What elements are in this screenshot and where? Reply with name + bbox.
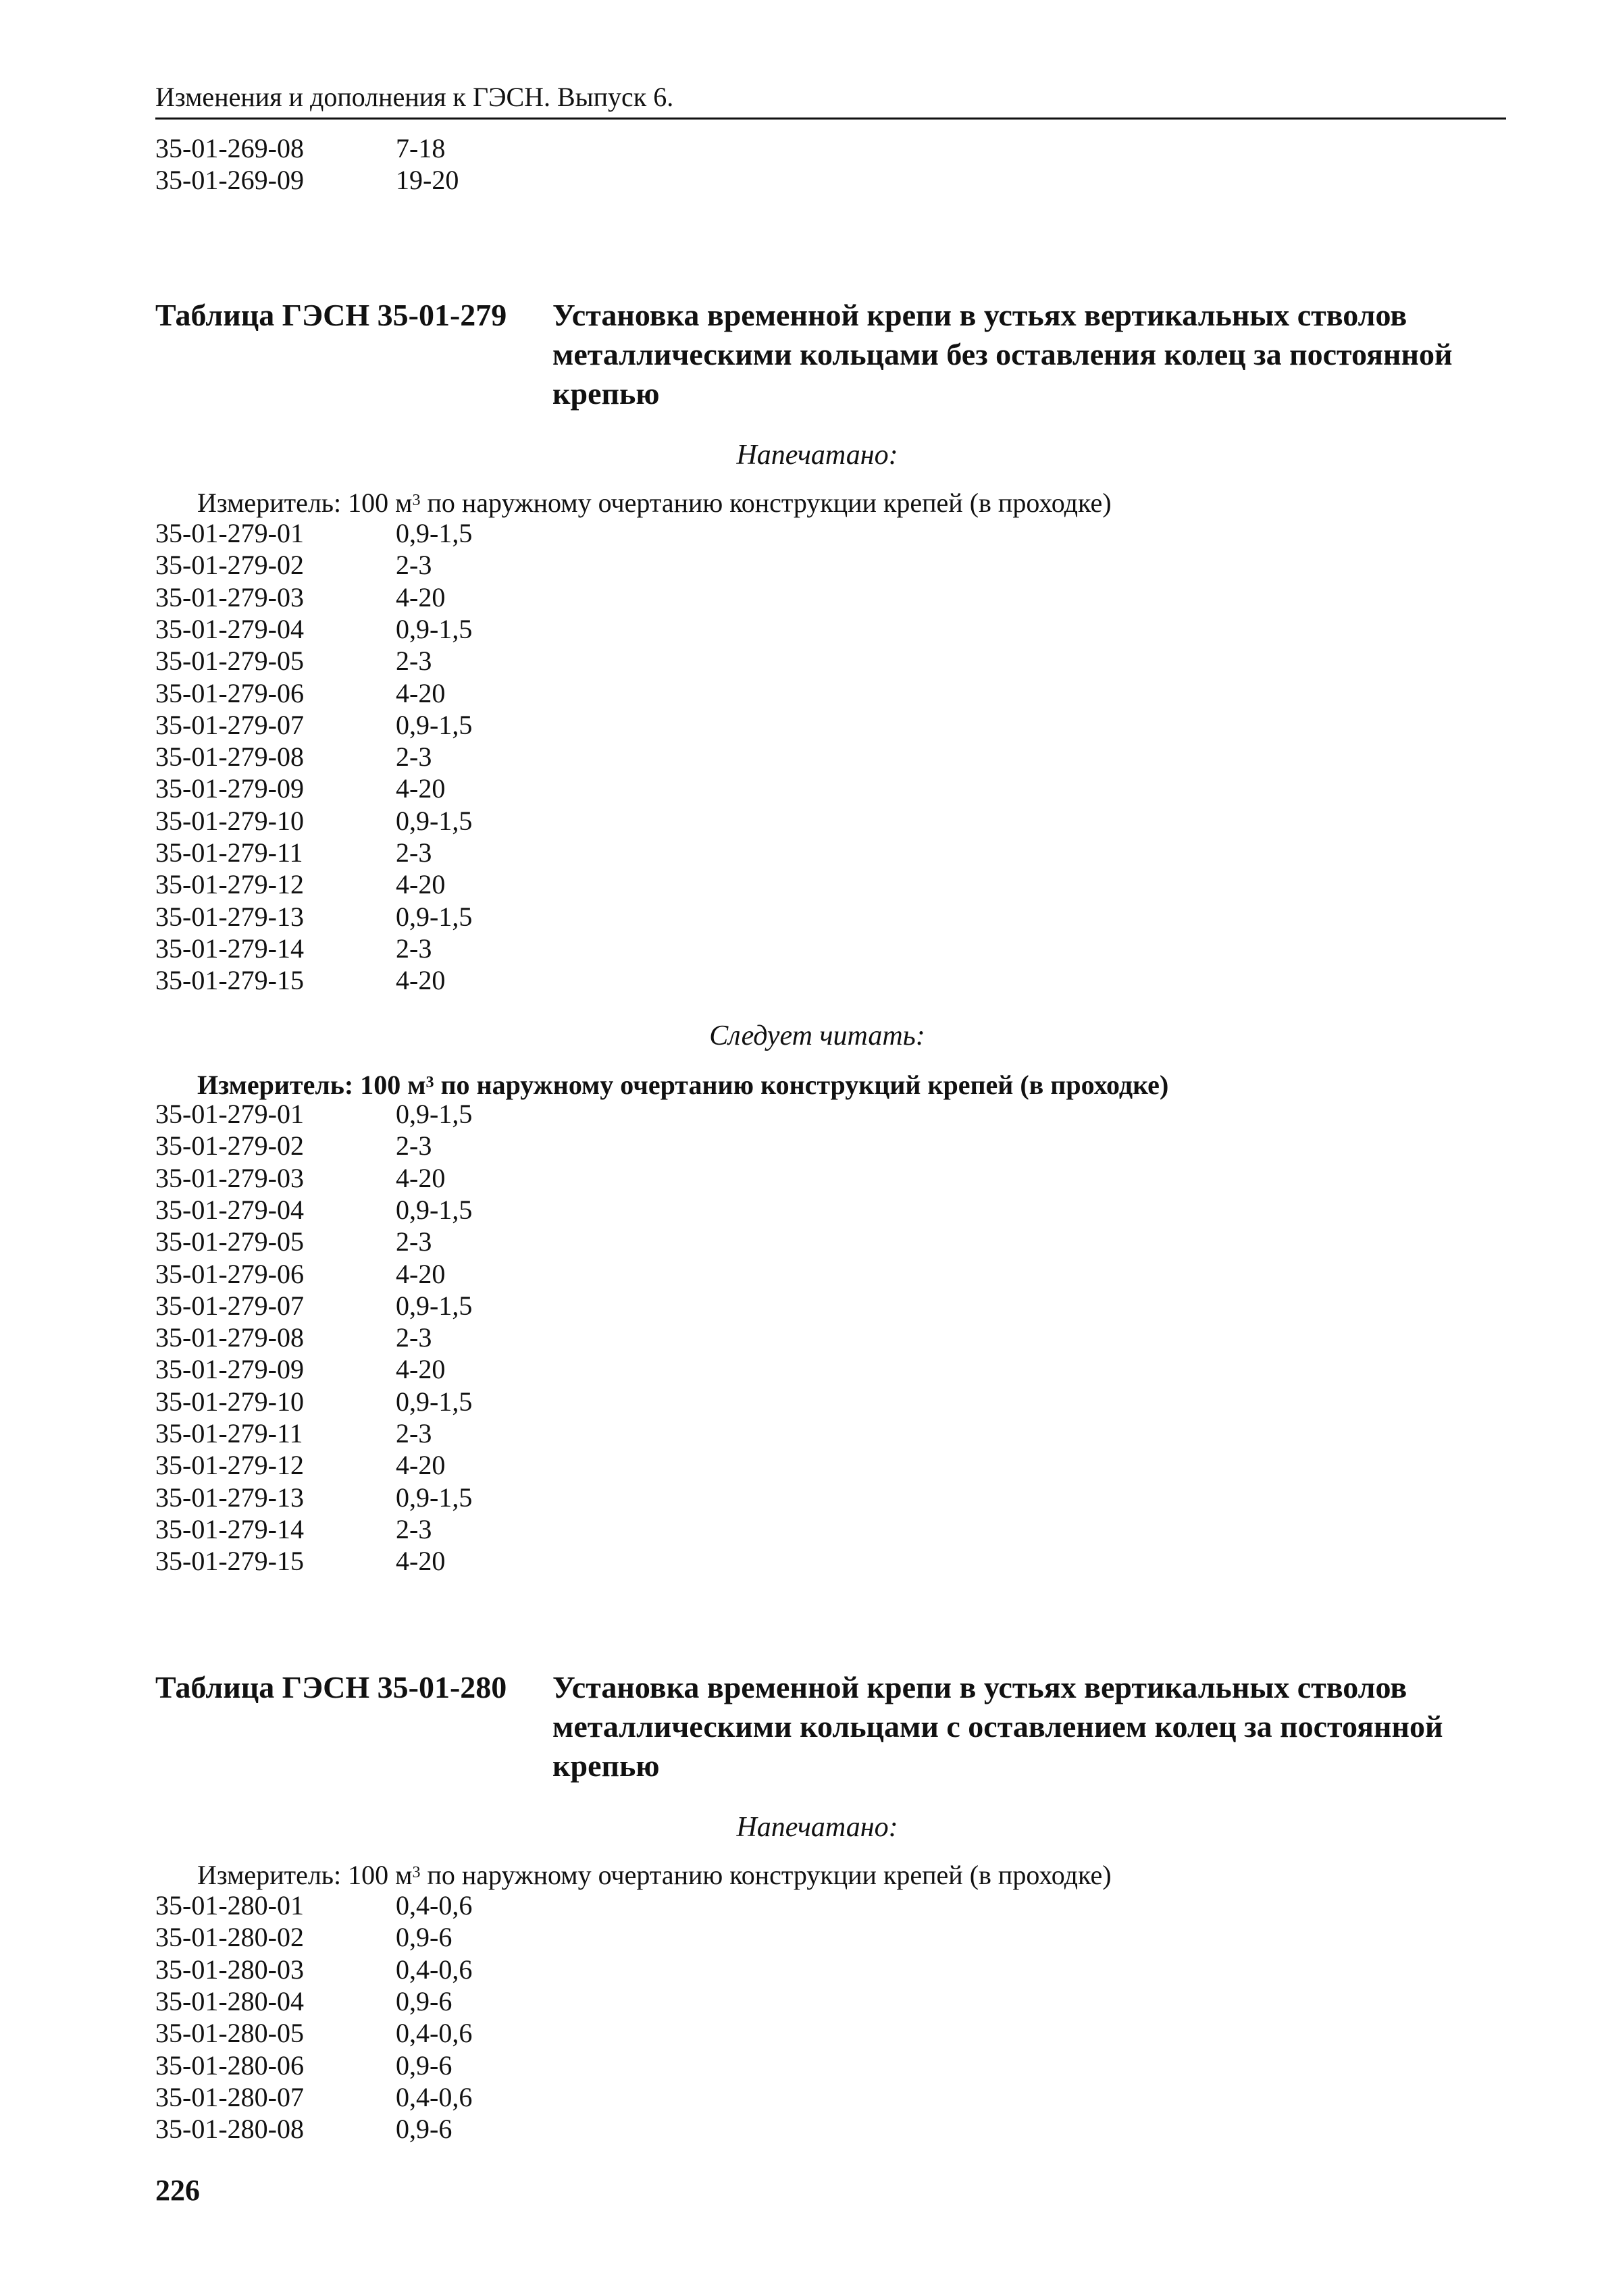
list-item [155,1417,432,1449]
list-item [155,132,445,164]
meter-sup: 3 [412,492,421,509]
range: 2-3 [396,837,432,868]
running-header: Изменения и дополнения к ГЭСН. Выпуск 6. [155,80,1506,120]
list-item [155,805,472,837]
list-item [155,581,445,613]
code: 35-01-279-11 [155,1418,303,1449]
range: 0,9-6 [396,1985,452,2016]
meter-rest: по наружному очертанию конструкции крепей (в проходке) [420,488,1112,518]
list-item [155,1098,472,1130]
list-item [155,1386,472,1417]
code: 35-01-269-09 [155,165,304,195]
range: 4-20 [396,1354,446,1385]
list-item [155,773,445,804]
range: 4-20 [396,677,446,708]
meter-line [197,486,1112,520]
code: 35-01-279-12 [155,1450,304,1481]
code: 35-01-279-14 [155,933,304,964]
code: 35-01-269-08 [155,133,304,163]
list-item [155,1194,472,1226]
meter-rest: по наружному очертанию конструкции крепей (в проходке) [420,1860,1112,1890]
meter-label: Измеритель: [197,488,342,518]
code: 35-01-279-10 [155,1386,304,1417]
range: 0,4-0,6 [396,2018,473,2049]
code: 35-01-279-02 [155,550,304,581]
list-item [155,1322,432,1353]
code: 35-01-279-07 [155,709,304,740]
code: 35-01-280-04 [155,1985,304,2016]
code: 35-01-279-11 [155,837,303,868]
list-item [155,1130,432,1162]
list-item [155,1258,445,1290]
code: 35-01-280-06 [155,2050,304,2081]
list-item [155,164,459,196]
code: 35-01-280-02 [155,1922,304,1953]
code: 35-01-279-13 [155,1482,304,1513]
meter-label: Измеритель: [197,1070,354,1100]
meter-line [197,1858,1112,1892]
list-item [155,2081,472,2113]
range: 0,4-0,6 [396,1890,473,1921]
printed-label: Напечатано: [736,1812,898,1843]
meter-num: 100 м [360,1070,426,1100]
meter-line [197,1068,1168,1102]
meter-rest: по наружному очертанию конструкций крепей (в проходке) [434,1070,1169,1100]
range: 4-20 [396,581,446,612]
list-item [155,1290,472,1322]
code: 35-01-279-15 [155,1546,304,1577]
meter-label: Измеритель: [197,1860,342,1890]
range: 4-20 [396,1546,446,1577]
range: 0,9-1,5 [396,1194,473,1225]
range: 2-3 [396,933,432,964]
list-item [155,613,472,645]
range: 0,9-1,5 [396,1099,473,1129]
code: 35-01-279-05 [155,646,304,677]
range: 4-20 [396,773,446,804]
code: 35-01-279-01 [155,518,304,548]
list-item [155,1449,445,1481]
code: 35-01-279-14 [155,1513,304,1544]
code: 35-01-279-06 [155,677,304,708]
code: 35-01-279-13 [155,901,304,932]
meter-num: 100 м [348,1860,413,1890]
range: 4-20 [396,1162,446,1193]
range: 19-20 [396,165,459,195]
list-item [155,677,445,709]
range: 4-20 [396,869,446,900]
code: 35-01-279-08 [155,1322,304,1353]
list-item [155,1889,472,1921]
range: 0,9-1,5 [396,518,473,548]
code: 35-01-280-05 [155,2018,304,2049]
should-read-label: Следует читать: [709,1020,925,1051]
code: 35-01-279-09 [155,773,304,804]
list-item [155,1985,452,2017]
range: 2-3 [396,1130,432,1162]
range: 4-20 [396,1450,446,1481]
code: 35-01-280-07 [155,2081,304,2112]
code: 35-01-279-04 [155,613,304,644]
list-item [155,741,432,773]
range: 7-18 [396,133,446,163]
code: 35-01-279-02 [155,1130,304,1162]
range: 0,9-1,5 [396,1290,473,1321]
list-item [155,1482,472,1513]
range: 0,9-1,5 [396,613,473,644]
code: 35-01-279-03 [155,581,304,612]
code: 35-01-279-15 [155,965,304,996]
code: 35-01-279-06 [155,1258,304,1289]
range: 0,9-1,5 [396,1482,473,1513]
range: 0,9-1,5 [396,1386,473,1417]
range: 0,4-0,6 [396,1954,473,1985]
range: 0,9-6 [396,2050,452,2081]
range: 0,9-1,5 [396,805,473,836]
list-item [155,1513,432,1545]
list-item [155,868,445,900]
code: 35-01-280-01 [155,1890,304,1921]
range: 2-3 [396,550,432,581]
list-item [155,709,472,741]
code: 35-01-279-10 [155,805,304,836]
code: 35-01-279-03 [155,1162,304,1193]
list-item [155,1226,432,1257]
code: 35-01-279-09 [155,1354,304,1385]
code: 35-01-279-04 [155,1194,304,1225]
list-item [155,933,432,964]
list-item [155,964,445,996]
list-item [155,517,472,549]
range: 0,9-1,5 [396,709,473,740]
range: 2-3 [396,1513,432,1544]
code: 35-01-279-08 [155,741,304,773]
page-number: 226 [155,2174,200,2207]
range: 4-20 [396,1258,446,1289]
range: 4-20 [396,965,446,996]
table-280-name: Установка временной крепи в устьях вертикальных стволов металлическими кольцами с оставлением колец за постоянной крепью [552,1670,1443,1783]
table-279-prefix: Таблица ГЭСН 35-01-279 [155,298,507,332]
code: 35-01-279-01 [155,1099,304,1129]
range: 0,9-6 [396,2114,452,2145]
range: 2-3 [396,646,432,677]
list-item [155,2113,452,2145]
range: 0,9-1,5 [396,901,473,932]
code: 35-01-279-05 [155,1226,304,1257]
list-item [155,1162,445,1194]
list-item [155,1954,472,1985]
meter-sup: 3 [412,1864,421,1881]
meter-num: 100 м [348,488,413,518]
list-item [155,837,432,868]
list-item [155,901,472,933]
range: 2-3 [396,1322,432,1353]
list-item [155,549,432,581]
list-item [155,1921,452,1953]
range: 2-3 [396,1226,432,1257]
code: 35-01-280-08 [155,2114,304,2145]
code: 35-01-280-03 [155,1954,304,1985]
meter-sup: 3 [425,1074,434,1091]
code: 35-01-279-07 [155,1290,304,1321]
printed-label: Напечатано: [736,440,898,471]
range: 0,4-0,6 [396,2081,473,2112]
table-279-name: Установка временной крепи в устьях вертикальных стволов металлическими кольцами без оставления колец за постоянной крепью [552,298,1453,411]
range: 2-3 [396,741,432,773]
range: 2-3 [396,1418,432,1449]
list-item [155,645,432,677]
list-item [155,2050,452,2081]
list-item [155,1353,445,1385]
code: 35-01-279-12 [155,869,304,900]
list-item [155,2017,472,2049]
table-280-prefix: Таблица ГЭСН 35-01-280 [155,1670,507,1704]
list-item [155,1545,445,1577]
range: 0,9-6 [396,1922,452,1953]
